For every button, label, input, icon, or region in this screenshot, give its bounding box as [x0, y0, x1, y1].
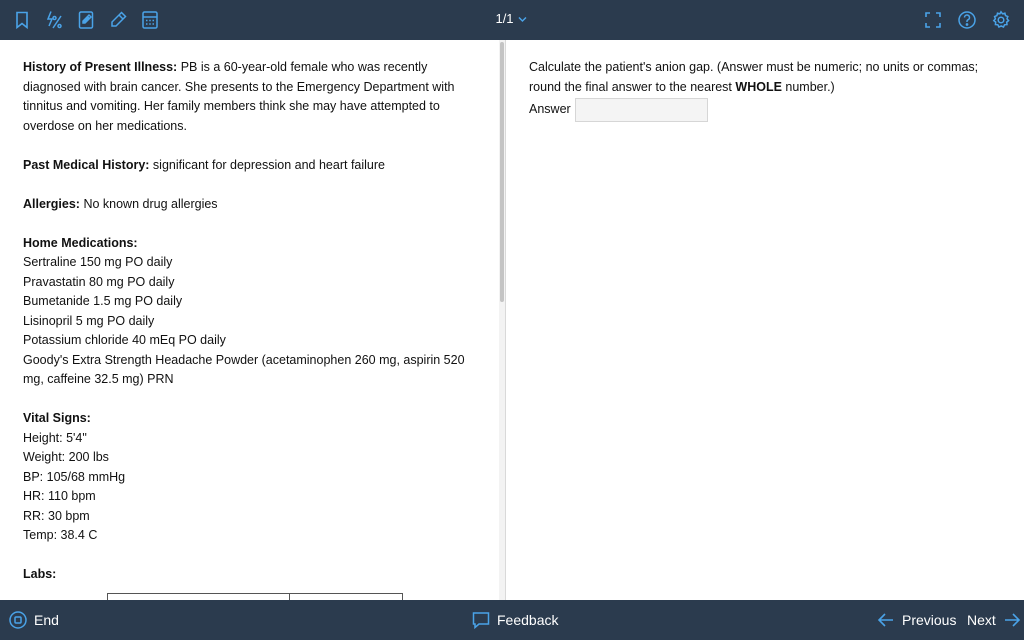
- page-indicator[interactable]: [495, 11, 528, 26]
- feedback-button[interactable]: [471, 600, 558, 640]
- toolbar-right-group: [916, 10, 1018, 30]
- allergies-section: [23, 195, 481, 215]
- medication-item: Sertraline 150 mg PO daily: [23, 255, 173, 269]
- top-toolbar: [0, 0, 1024, 40]
- highlighter-icon[interactable]: [108, 10, 128, 30]
- previous-button[interactable]: [876, 600, 956, 640]
- end-label: End: [34, 612, 59, 628]
- question-text-end: number.): [781, 79, 835, 94]
- case-pane[interactable]: [0, 40, 506, 600]
- vital-item: RR: 30 bpm: [23, 508, 90, 523]
- arrow-right-icon: [1002, 610, 1022, 630]
- percent-calculator-icon[interactable]: [44, 10, 64, 30]
- settings-icon[interactable]: [991, 10, 1011, 30]
- answer-input[interactable]: [575, 98, 708, 122]
- next-label: Next: [967, 612, 996, 628]
- answer-row: [529, 98, 1004, 122]
- allergies-label: Allergies:: [23, 196, 80, 211]
- pmh-section: [23, 156, 481, 176]
- medication-item: Pravastatin 80 mg PO daily: [23, 274, 175, 289]
- notepad-icon[interactable]: [76, 10, 96, 30]
- vitals-label: Vital Signs:: [23, 411, 91, 425]
- feedback-icon: [471, 610, 491, 630]
- vital-item: HR: 110 bpm: [23, 489, 96, 503]
- hpi-label: History of Present Illness:: [23, 60, 178, 74]
- medications-section: [23, 234, 481, 390]
- chevron-down-icon: [517, 13, 529, 25]
- end-icon: [8, 610, 28, 630]
- toolbar-left-group: [0, 10, 166, 30]
- feedback-label: Feedback: [497, 612, 559, 628]
- allergies-text: No known drug allergies: [79, 196, 218, 211]
- bottom-toolbar: [0, 600, 1024, 640]
- bookmark-icon[interactable]: [12, 10, 32, 30]
- vital-item: Weight: 200 lbs: [23, 450, 109, 464]
- pmh-label: Past Medical History:: [23, 157, 150, 172]
- medication-item: Potassium chloride 40 mEq PO daily: [23, 333, 226, 347]
- labs-section: [23, 565, 481, 600]
- vital-item: BP: 105/68 mmHg: [23, 469, 126, 484]
- vitals-section: [23, 409, 481, 546]
- vital-item: Height: 5'4": [23, 430, 87, 445]
- calculator-icon[interactable]: [140, 10, 160, 30]
- vital-item: Temp: 38.4 C: [23, 528, 98, 542]
- scrollbar-thumb[interactable]: [500, 42, 504, 302]
- labs-table: [107, 593, 403, 601]
- case-scrollbar[interactable]: [499, 40, 505, 600]
- page-indicator-label: 1/1: [495, 11, 514, 26]
- hpi-section: [23, 58, 481, 136]
- hpi-text: PB is a 60-year-old female who was recently diagnosed with brain cancer. She presents to the Emergency Department with tinnitus and vomiting. Her family members think she may have attempted to overdose on her medications.: [23, 60, 455, 133]
- question-text-start: Calculate the patient's anion gap. (Answer must be numeric; no units or commas; round the final answer to the nearest: [529, 60, 979, 94]
- question-text: [529, 58, 1004, 97]
- main-content: [0, 40, 1024, 600]
- arrow-left-icon: [876, 610, 896, 630]
- pmh-text: significant for depression and heart failure: [149, 157, 385, 172]
- question-text-bold: WHOLE: [735, 79, 782, 94]
- case-content: [0, 40, 505, 600]
- next-button[interactable]: [967, 600, 1022, 640]
- end-button[interactable]: [8, 600, 59, 640]
- medication-item: Bumetanide 1.5 mg PO daily: [23, 294, 183, 308]
- fullscreen-icon[interactable]: [923, 10, 943, 30]
- help-icon[interactable]: [957, 10, 977, 30]
- labs-label: Labs:: [23, 567, 57, 581]
- answer-label: Answer: [529, 102, 571, 117]
- medication-item: Goody's Extra Strength Headache Powder (acetaminophen 260 mg, aspirin 520 mg, caffeine 32.5 mg) PRN: [23, 352, 465, 386]
- previous-label: Previous: [902, 612, 957, 628]
- question-pane: [506, 40, 1024, 600]
- medications-label: Home Medications:: [23, 235, 138, 250]
- medication-item: Lisinopril 5 mg PO daily: [23, 313, 155, 328]
